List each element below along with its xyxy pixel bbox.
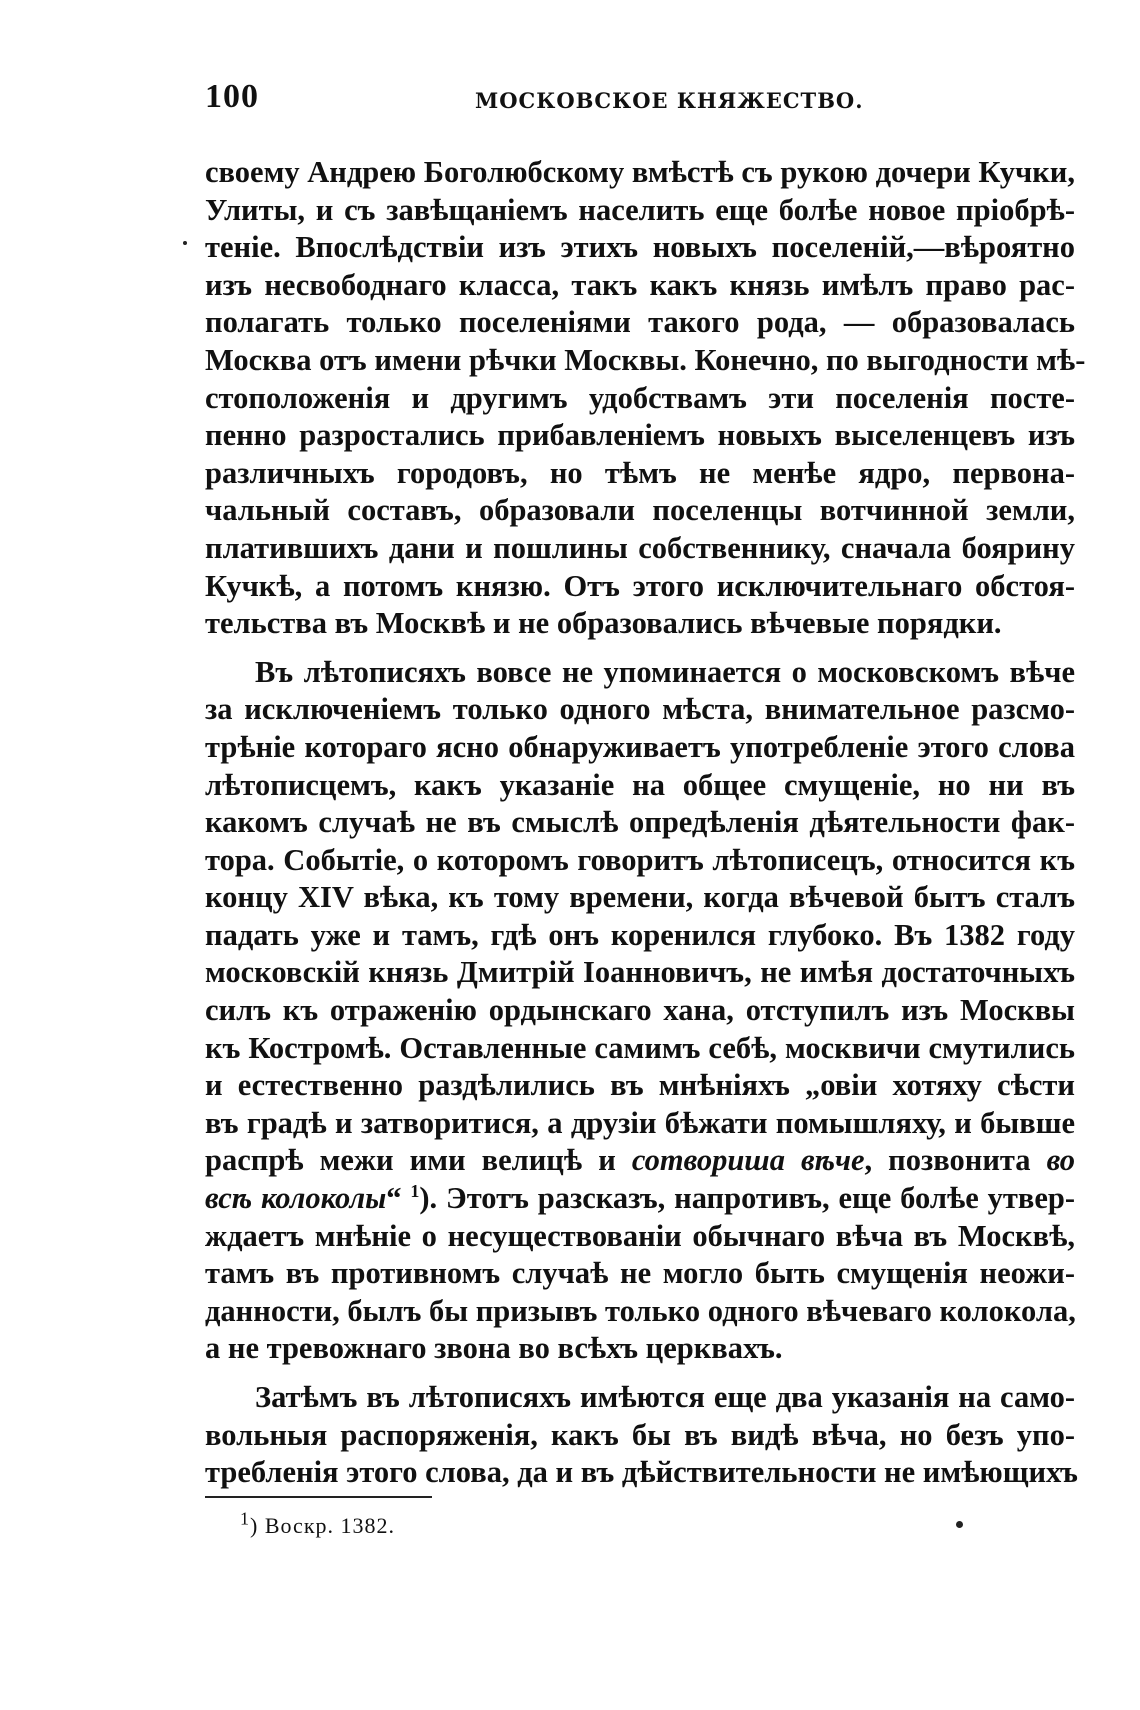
footnote-reference: 1 bbox=[410, 1180, 420, 1201]
text-line: тамъ въ противномъ случаѣ не могло быть смущенія неожи- bbox=[205, 1256, 1075, 1291]
text-line: Затѣмъ въ лѣтописяхъ имѣются еще два указанія на само- bbox=[255, 1380, 1075, 1414]
text-line: и естественно раздѣлились въ мнѣніяхъ „овіи хотяху сѣсти bbox=[205, 1068, 1075, 1103]
text-span: , позвонита bbox=[864, 1143, 1031, 1178]
text-line: за исключеніемъ только одного мѣста, внимательное разсмо- bbox=[205, 692, 1075, 727]
page-number: 100 bbox=[205, 78, 259, 115]
running-head: МОСКОВСКОЕ КНЯЖЕСТВО. bbox=[475, 88, 864, 113]
text-line: своему Андрею Боголюбскому вмѣстѣ съ рукою дочери Кучки, bbox=[205, 155, 1075, 189]
paragraph bbox=[205, 154, 1086, 643]
text-line: вольныя распоряженія, какъ бы въ видѣ вѣча, но безъ упо- bbox=[205, 1417, 1075, 1452]
page-header bbox=[205, 78, 1075, 122]
footnote bbox=[240, 1508, 396, 1539]
italic-text: всѣ колоколы bbox=[205, 1181, 387, 1216]
text-line: силъ къ отраженію ордынскаго хана, отступилъ изъ Москвы bbox=[205, 993, 1075, 1028]
text-line: а не тревожнаго звона во всѣхъ церквахъ. bbox=[205, 1331, 783, 1366]
text-line-mixed bbox=[205, 1180, 1075, 1218]
footnote-marker: 1 bbox=[240, 1508, 250, 1529]
text-line: изъ несвободнаго класса, такъ какъ князь имѣлъ право рас- bbox=[205, 267, 1075, 302]
text-line: въ градѣ и затворитися, а друзіи бѣжати помышляху, и бывше bbox=[205, 1105, 1075, 1140]
text-line: ждаетъ мнѣніе о несуществованіи обычнаго вѣча въ Москвѣ, bbox=[205, 1218, 1075, 1253]
body-text bbox=[205, 154, 1086, 1492]
text-line: московскій князь Дмитрій Іоанновичъ, не имѣя достаточныхъ bbox=[205, 955, 1075, 990]
text-line: къ Костромѣ. Оставленные самимъ себѣ, москвичи смутились bbox=[205, 1030, 1075, 1065]
text-line: платившихъ дани и пошлины собственнику, сначала боярину bbox=[205, 530, 1075, 565]
text-line: трѣніе котораго ясно обнаруживаетъ употребленіе этого слова bbox=[205, 729, 1075, 764]
text-line: Москва отъ имени рѣчки Москвы. Конечно, по выгодности мѣ- bbox=[205, 342, 1086, 377]
text-line: данности, былъ бы призывъ только одного вѣчеваго колокола, bbox=[205, 1293, 1076, 1328]
text-line: пенно разростались прибавленіемъ новыхъ выселенцевъ изъ bbox=[205, 418, 1075, 453]
ink-speck bbox=[956, 1521, 963, 1528]
text-span: распрѣ межи ими велицѣ и bbox=[205, 1143, 616, 1178]
text-line: какомъ случаѣ не въ смыслѣ опредѣленія дѣятельности фак- bbox=[205, 805, 1075, 840]
text-line-mixed bbox=[205, 1142, 1075, 1180]
paragraph bbox=[205, 654, 1075, 1368]
text-line: требленія этого слова, да и въ дѣйствительности не имѣющихъ bbox=[205, 1455, 1078, 1490]
footnote-rule bbox=[205, 1496, 432, 1498]
ink-speck bbox=[183, 241, 187, 245]
text-line: тельства въ Москвѣ и не образовались вѣчевые порядки. bbox=[205, 606, 1002, 641]
text-line: падать уже и тамъ, гдѣ онъ коренился глубоко. Въ 1382 году bbox=[205, 917, 1075, 952]
quote-mark: “ bbox=[386, 1181, 402, 1216]
footnote-text: ) Воскр. 1382. bbox=[250, 1513, 396, 1538]
text-line: полагать только поселеніями такого рода, — образовалась bbox=[205, 305, 1075, 340]
text-line: чальный составъ, образовали поселенцы вотчинной земли, bbox=[205, 493, 1075, 528]
text-line: различныхъ городовъ, но тѣмъ не менѣе ядро, первона- bbox=[205, 455, 1075, 490]
text-line: теніе. Впослѣдствіи изъ этихъ новыхъ поселеній,—вѣроятно bbox=[205, 230, 1075, 265]
text-line: концу XIV вѣка, къ тому времени, когда вѣчевой бытъ сталъ bbox=[205, 880, 1075, 915]
text-line: Въ лѣтописяхъ вовсе не упоминается о московскомъ вѣче bbox=[255, 654, 1075, 689]
paragraph bbox=[205, 1379, 1078, 1492]
text-line: лѣтописцемъ, какъ указаніе на общее смущеніе, но ни въ bbox=[205, 767, 1075, 802]
text-line: Улиты, и съ завѣщаніемъ населить еще болѣе новое пріобрѣ- bbox=[205, 192, 1075, 227]
text-line: Кучкѣ, а потомъ князю. Отъ этого исключительнаго обстоя- bbox=[205, 568, 1075, 603]
text-line: тора. Событіе, о которомъ говоритъ лѣтописецъ, относится къ bbox=[205, 842, 1075, 877]
italic-text: во bbox=[1046, 1143, 1076, 1178]
italic-text: сотвориша вѣче bbox=[631, 1143, 865, 1178]
text-span: ). Этотъ разсказъ, напротивъ, еще болѣе утвер- bbox=[419, 1181, 1075, 1216]
text-line: стоположенія и другимъ удобствамъ эти поселенія посте- bbox=[205, 380, 1075, 415]
